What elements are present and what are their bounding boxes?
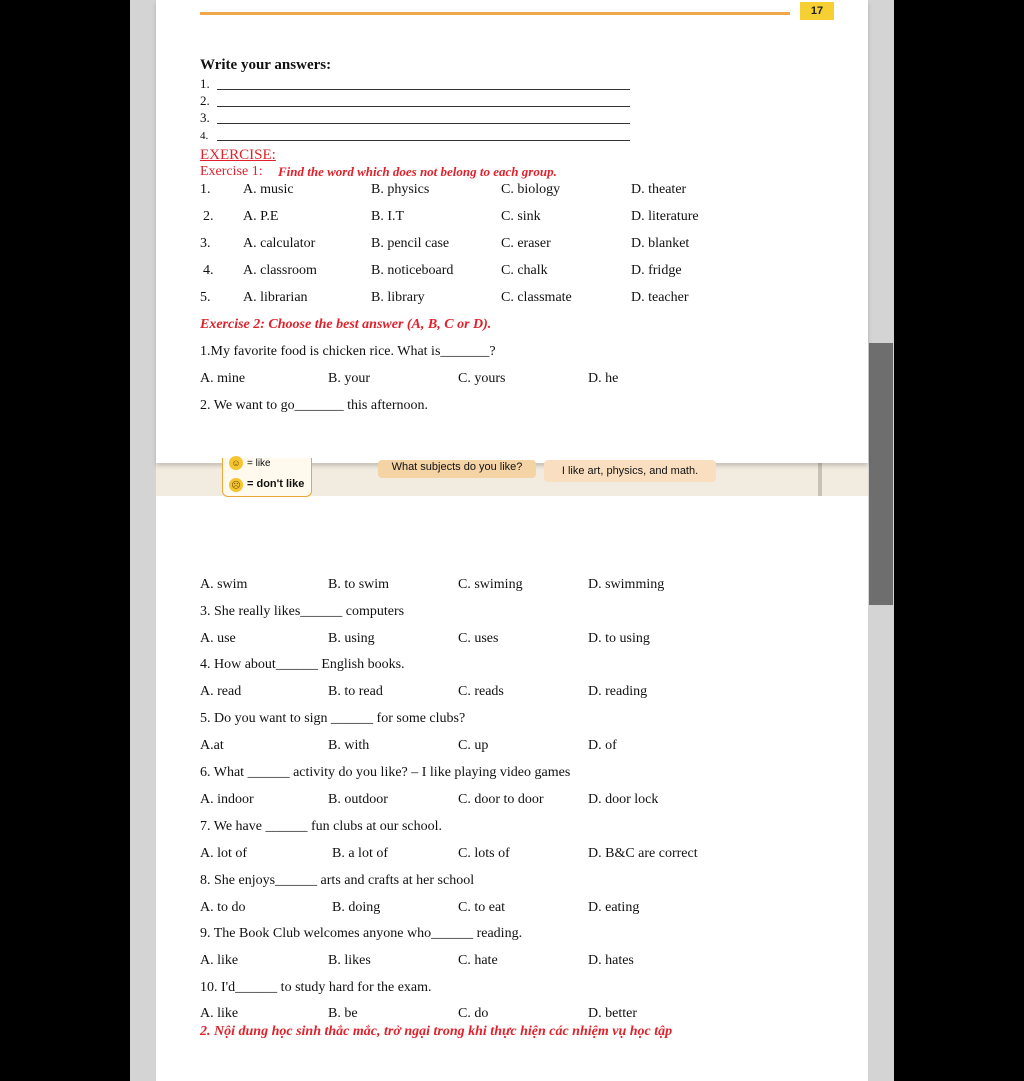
ex1-row1-b: B. physics	[371, 182, 430, 197]
legend-like: = like	[247, 458, 271, 469]
exercise1-title: Exercise 1:	[200, 164, 263, 179]
ex2-q2: 2. We want to go_______ this afternoon.	[200, 398, 429, 413]
answer-line-1-label: 1.	[200, 76, 210, 91]
ex2-q9-c: C. hate	[458, 953, 498, 968]
ex2-q3-b: B. using	[328, 631, 375, 646]
ex2-q6-d: D. door lock	[588, 792, 659, 807]
ex2-q7-b: B. a lot of	[332, 846, 388, 861]
exercise2-title: Exercise 2: Choose the best answer (A, B, C or D).	[200, 317, 492, 332]
ex1-row5-b: B. library	[371, 290, 425, 305]
ex2-q8-b: B. doing	[332, 900, 381, 915]
ex1-row2-b: B. I.T	[371, 209, 405, 224]
ex2-q5-c: C. up	[458, 738, 489, 753]
ex2-q7-d: D. B&C are correct	[588, 846, 698, 861]
answer-speech-bubble: I like art, physics, and math.	[544, 460, 716, 482]
ex2-q1-d: D. he	[588, 371, 619, 386]
ex2-q4-b: B. to read	[328, 684, 383, 699]
ex1-row5-c: C. classmate	[501, 290, 572, 305]
ex2-q4-c: C. reads	[458, 684, 504, 699]
answer-line-2-label: 2.	[200, 93, 210, 108]
ex1-row4-c: C. chalk	[501, 263, 548, 278]
ex2-q6-c: C. door to door	[458, 792, 544, 807]
ex2-q1-b: B. your	[328, 371, 370, 386]
ex1-row3-d: D. blanket	[631, 236, 690, 251]
ex2-q2-d: D. swimming	[588, 577, 665, 592]
ex2-q2-b: B. to swim	[328, 577, 390, 592]
viewer-scrollbar-thumb[interactable]	[869, 343, 893, 605]
ex2-q7-a: A. lot of	[200, 846, 248, 861]
ex2-q4: 4. How about______ English books.	[200, 657, 405, 672]
ex2-q8-d: D. eating	[588, 900, 640, 915]
ex1-row2-num: 2.	[203, 209, 214, 224]
ex2-q8: 8. She enjoys______ arts and crafts at her school	[200, 873, 475, 888]
ex2-q9-d: D. hates	[588, 953, 634, 968]
ex2-q2-c: C. swiming	[458, 577, 523, 592]
ex2-q4-d: D. reading	[588, 684, 648, 699]
ex1-row1-c: C. biology	[501, 182, 561, 197]
ex2-q8-a: A. to do	[200, 900, 246, 915]
frown-face-icon: ☹	[229, 478, 243, 492]
ex2-q6-b: B. outdoor	[328, 792, 388, 807]
ex2-q5-b: B. with	[328, 738, 370, 753]
ex2-q6-a: A. indoor	[200, 792, 254, 807]
ex2-q7-c: C. lots of	[458, 846, 510, 861]
ex2-q10-d: D. better	[588, 1006, 637, 1021]
ex2-q1-c: C. yours	[458, 371, 506, 386]
ex2-q7: 7. We have ______ fun clubs at our school.	[200, 819, 443, 834]
viewer-left-gutter	[130, 0, 156, 1081]
ex2-q3: 3. She really likes______ computers	[200, 604, 405, 619]
question-speech-bubble: What subjects do you like?	[378, 460, 536, 478]
smile-face-icon: ☺	[229, 456, 243, 470]
ex1-row5-a: A. librarian	[243, 290, 308, 305]
answer-line-1	[217, 89, 630, 90]
page-number-badge: 17	[800, 2, 834, 20]
ex1-row2-c: C. sink	[501, 209, 541, 224]
ex1-row1-num: 1.	[200, 182, 211, 197]
answer-line-2	[217, 106, 630, 107]
ex2-q3-c: C. uses	[458, 631, 499, 646]
ex1-row3-a: A. calculator	[243, 236, 316, 251]
ex2-q10-b: B. be	[328, 1006, 358, 1021]
ex1-row3-b: B. pencil case	[371, 236, 450, 251]
exercise-header: EXERCISE:	[200, 147, 276, 163]
ex2-q6: 6. What ______ activity do you like? – I like playing video games	[200, 765, 571, 780]
ex1-row2-d: D. literature	[631, 209, 699, 224]
ex2-q9-a: A. like	[200, 953, 239, 968]
ex2-q1-a: A. mine	[200, 371, 246, 386]
ex1-row4-d: D. fridge	[631, 263, 682, 278]
answer-line-4	[217, 140, 630, 141]
ex2-q5-a: A.at	[200, 738, 224, 753]
ex1-row1-a: A. music	[243, 182, 294, 197]
answer-line-3-label: 3.	[200, 110, 210, 125]
ex1-row3-num: 3.	[200, 236, 211, 251]
answer-line-3	[217, 123, 630, 124]
ex2-q1: 1.My favorite food is chicken rice. What is_______?	[200, 344, 496, 359]
answers-heading: Write your answers:	[200, 57, 332, 73]
ex1-row5-d: D. teacher	[631, 290, 689, 305]
legend-box	[222, 458, 312, 497]
ex2-q3-d: D. to using	[588, 631, 650, 646]
ex2-q10: 10. I'd______ to study hard for the exam.	[200, 980, 432, 995]
ex2-q8-c: C. to eat	[458, 900, 506, 915]
ex1-row4-num: 4.	[203, 263, 214, 278]
ex2-q2-a: A. swim	[200, 577, 248, 592]
exercise1-instruction: Find the word which does not belong to each group.	[278, 164, 557, 179]
ex1-row4-b: B. noticeboard	[371, 263, 454, 278]
answer-line-4-label: 4.	[200, 130, 209, 142]
legend-dislike: = don't like	[247, 478, 305, 490]
header-rule	[200, 12, 790, 15]
ex1-row4-a: A. classroom	[243, 263, 317, 278]
ex2-q5: 5. Do you want to sign ______ for some clubs?	[200, 711, 466, 726]
ex2-q4-a: A. read	[200, 684, 242, 699]
ex1-row5-num: 5.	[200, 290, 211, 305]
ex2-q10-c: C. do	[458, 1006, 489, 1021]
footer-note: 2. Nội dung học sinh thắc mắc, trở ngại trong khi thực hiện các nhiệm vụ học tập	[200, 1024, 673, 1039]
ex2-q3-a: A. use	[200, 631, 236, 646]
ex1-row2-a: A. P.E	[243, 209, 279, 224]
ex2-q10-a: A. like	[200, 1006, 239, 1021]
ex1-row1-d: D. theater	[631, 182, 687, 197]
ex2-q5-d: D. of	[588, 738, 617, 753]
ex2-q9-b: B. likes	[328, 953, 371, 968]
ex1-row3-c: C. eraser	[501, 236, 551, 251]
ex2-q9: 9. The Book Club welcomes anyone who______ reading.	[200, 926, 523, 941]
